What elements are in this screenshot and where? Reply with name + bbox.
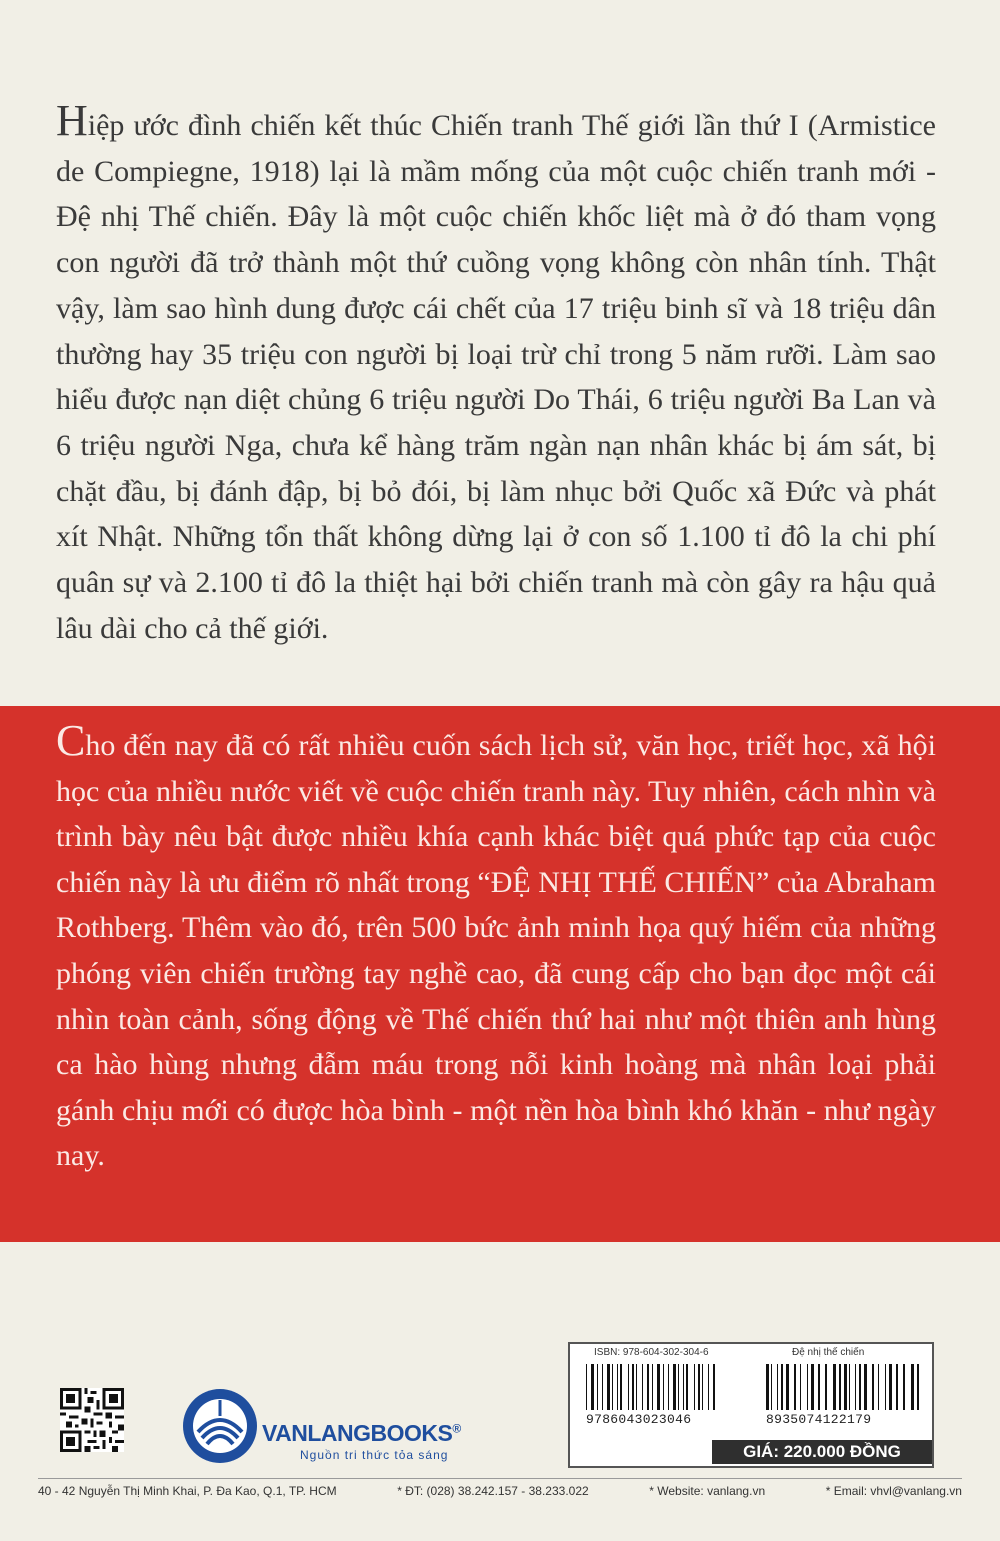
intro-dropcap: H [56,96,88,145]
publisher-name: VANLANGBOOKS® [262,1420,461,1446]
price-label: GIÁ: 220.000 ĐỒNG [712,1440,932,1464]
red-band [0,706,1000,1242]
qr-code-icon [60,1388,124,1452]
footer-phone: * ĐT: (028) 38.242.157 - 38.233.022 [397,1484,589,1498]
footer-divider [38,1478,962,1479]
review-paragraph [56,718,936,1179]
intro-text: iệp ước đình chiến kết thúc Chiến tranh Thế giới lần thứ I (Armistice de Compiegne, 1918) lại là mầm mống của một cuộc chiến tranh mới - Đệ nhị Thế chiến. Đây là một cuộc chiến khốc liệt mà ở đó tham vọng con người đã trở thành một thứ cuồng vọng không còn nhân tính. Thật vậy, làm sao hình dung được cái chết của 17 triệu binh sĩ và 18 triệu dân thường hay 35 triệu con người bị loại trừ chỉ trong 5 năm rưỡi. Làm sao hiểu được nạn diệt chủng 6 triệu người Do Thái, 6 triệu người Ba Lan và 6 triệu người Nga, chưa kể hàng trăm ngàn nạn nhân khác bị ám sát, bị chặt đầu, bị đánh đập, bị bỏ đói, bị làm nhục bởi Quốc xã Đức và phát xít Nhật. Những tổn thất không dừng lại ở con số 1.100 tỉ đô la chi phí quân sự và 2.100 tỉ đô la thiệt hại bởi chiến tranh mà còn gây ra hậu quả lâu dài cho cả thế giới. [56,109,936,645]
review-dropcap: C [56,716,86,765]
barcode-title-label: Đệ nhị thế chiến [792,1347,865,1358]
footer-website: * Website: vanlang.vn [649,1484,766,1498]
intro-paragraph [56,98,936,651]
ean-number: 8935074122179 [766,1412,872,1427]
review-text: ho đến nay đã có rất nhiều cuốn sách lịch sử, văn học, triết học, xã hội học của nhiều nước viết về cuộc chiến tranh này. Tuy nhiên, cách nhìn và trình bày nêu bật được nhiều khía cạnh khác biệt quá phức tạp của cuộc chiến này là ưu điểm rõ nhất trong “ĐỆ NHỊ THẾ CHIẾN” của Abraham Rothberg. Thêm vào đó, trên 500 bức ảnh minh họa quý hiếm của những phóng viên chiến trường tay nghề cao, đã cung cấp cho bạn đọc một cái nhìn toàn cảnh, sống động về Thế chiến thứ hai như một thiên anh hùng ca hào hùng nhưng đẫm máu trong nỗi kinh hoàng mà nhân loại phải gánh chịu mới có được hòa bình - một nền hòa bình khó khăn - như ngày nay. [56,729,936,1173]
isbn-barcode-icon [584,1364,744,1412]
footer-email: * Email: vhvl@vanlang.vn [825,1484,962,1498]
publisher-slogan: Nguồn tri thức tỏa sáng [300,1448,449,1462]
footer-address: 40 - 42 Nguyễn Thị Minh Khai, P. Đa Kao, Q.1, TP. HCM [38,1484,337,1498]
isbn-number: 9786043023046 [586,1412,692,1427]
vanlang-globe-logo-icon [180,1386,260,1466]
isbn-label: ISBN: 978-604-302-304-6 [594,1347,709,1358]
footer [38,1484,962,1498]
ean-barcode-icon [764,1364,924,1412]
